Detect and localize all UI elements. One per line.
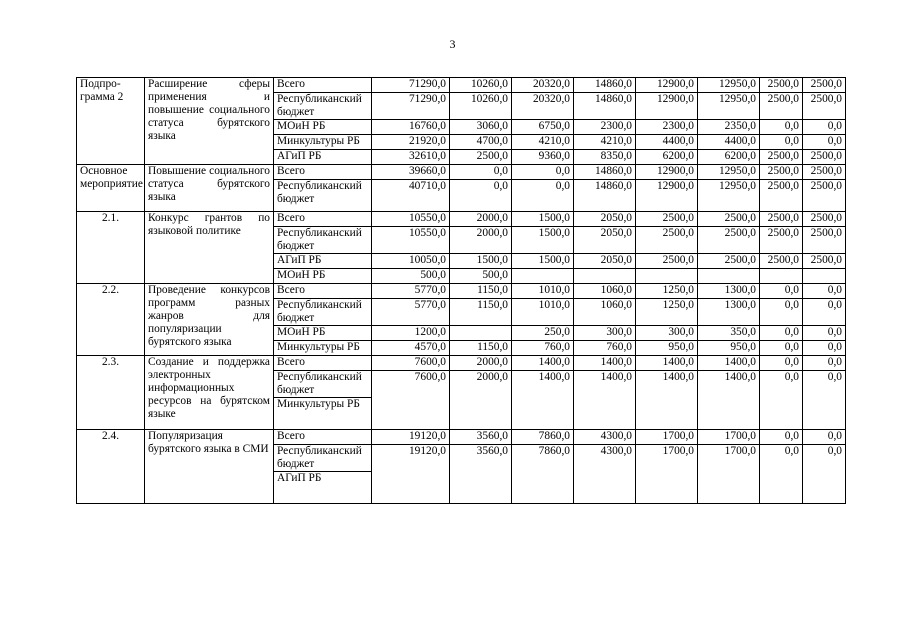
year-amount: 4400,0 <box>698 135 760 150</box>
year-amount: 0,0 <box>512 180 574 212</box>
year-amount: 0,0 <box>760 135 803 150</box>
year-amount: 12900,0 <box>636 165 698 180</box>
year-amount: 10260,0 <box>450 93 512 120</box>
year-amount: 0,0 <box>450 165 512 180</box>
total-amount: 4570,0 <box>372 341 450 356</box>
year-amount: 950,0 <box>698 341 760 356</box>
year-amount: 2500,0 <box>760 78 803 93</box>
year-amount: 1700,0 <box>636 445 698 504</box>
year-amount <box>698 269 760 284</box>
year-amount: 2500,0 <box>636 254 698 269</box>
year-amount: 0,0 <box>512 165 574 180</box>
year-amount: 3060,0 <box>450 120 512 135</box>
total-amount: 10550,0 <box>372 212 450 227</box>
year-amount: 1060,0 <box>574 284 636 299</box>
year-amount: 1700,0 <box>698 430 760 445</box>
year-amount: 1500,0 <box>512 254 574 269</box>
year-amount: 0,0 <box>803 341 846 356</box>
program-code: Основное мероприятие <box>77 165 145 212</box>
year-amount: 2300,0 <box>636 120 698 135</box>
program-name: Повышение социального статуса бурятского языка <box>145 165 274 212</box>
funding-source: МОиН РБ <box>274 120 372 135</box>
year-amount: 1700,0 <box>698 445 760 504</box>
year-amount: 4400,0 <box>636 135 698 150</box>
year-amount: 760,0 <box>512 341 574 356</box>
year-amount: 1250,0 <box>636 284 698 299</box>
year-amount: 10260,0 <box>450 78 512 93</box>
year-amount: 2000,0 <box>450 371 512 430</box>
year-amount: 2300,0 <box>574 120 636 135</box>
table-row <box>77 430 846 445</box>
year-amount: 2500,0 <box>803 254 846 269</box>
year-amount: 2350,0 <box>698 120 760 135</box>
program-name: Расширение сферы применения и повышение социального статуса бурятского языка <box>145 78 274 165</box>
budget-table <box>76 77 846 504</box>
year-amount: 2500,0 <box>760 254 803 269</box>
year-amount: 1500,0 <box>450 254 512 269</box>
year-amount: 0,0 <box>803 371 846 430</box>
year-amount: 0,0 <box>803 299 846 326</box>
year-amount: 2500,0 <box>698 227 760 254</box>
program-name: Популяризация бурятского языка в СМИ <box>145 430 274 504</box>
total-amount: 19120,0 <box>372 445 450 504</box>
year-amount: 0,0 <box>760 356 803 371</box>
year-amount: 1300,0 <box>698 284 760 299</box>
total-amount: 5770,0 <box>372 284 450 299</box>
table-row <box>77 284 846 299</box>
year-amount: 12900,0 <box>636 78 698 93</box>
year-amount: 1150,0 <box>450 284 512 299</box>
year-amount: 2500,0 <box>450 150 512 165</box>
year-amount: 2000,0 <box>450 212 512 227</box>
year-amount: 2500,0 <box>760 93 803 120</box>
year-amount: 1700,0 <box>636 430 698 445</box>
year-amount: 0,0 <box>803 430 846 445</box>
year-amount: 2500,0 <box>636 212 698 227</box>
year-amount: 2500,0 <box>803 165 846 180</box>
funding-source: Всего <box>274 212 372 227</box>
year-amount: 0,0 <box>760 445 803 504</box>
year-amount: 12950,0 <box>698 78 760 93</box>
year-amount: 1300,0 <box>698 299 760 326</box>
total-amount: 7600,0 <box>372 356 450 371</box>
total-amount: 1200,0 <box>372 326 450 341</box>
year-amount <box>760 269 803 284</box>
funding-source: Республиканский бюджет <box>274 371 372 398</box>
year-amount: 1500,0 <box>512 227 574 254</box>
program-name: Конкурс грантов по языковой политике <box>145 212 274 284</box>
program-name: Создание и поддержка электронных информационных ресурсов на бурятском языке <box>145 356 274 430</box>
year-amount: 0,0 <box>803 356 846 371</box>
year-amount: 1010,0 <box>512 284 574 299</box>
year-amount: 2500,0 <box>803 150 846 165</box>
funding-source: Республиканский бюджет <box>274 445 372 472</box>
year-amount: 2500,0 <box>698 212 760 227</box>
year-amount: 14860,0 <box>574 93 636 120</box>
funding-source: Всего <box>274 430 372 445</box>
year-amount: 1060,0 <box>574 299 636 326</box>
year-amount: 14860,0 <box>574 180 636 212</box>
funding-source: Всего <box>274 284 372 299</box>
year-amount <box>803 269 846 284</box>
funding-source: Республиканский бюджет <box>274 180 372 212</box>
year-amount: 8350,0 <box>574 150 636 165</box>
year-amount: 1400,0 <box>512 356 574 371</box>
table-row <box>77 212 846 227</box>
year-amount: 14860,0 <box>574 165 636 180</box>
program-code: 2.2. <box>77 284 145 356</box>
year-amount: 0,0 <box>760 284 803 299</box>
year-amount: 300,0 <box>636 326 698 341</box>
funding-source: МОиН РБ <box>274 269 372 284</box>
year-amount: 1400,0 <box>636 371 698 430</box>
year-amount: 6200,0 <box>698 150 760 165</box>
total-amount: 32610,0 <box>372 150 450 165</box>
year-amount: 2000,0 <box>450 227 512 254</box>
year-amount: 0,0 <box>760 430 803 445</box>
funding-source: АГиП РБ <box>274 150 372 165</box>
year-amount: 0,0 <box>803 135 846 150</box>
year-amount: 4700,0 <box>450 135 512 150</box>
year-amount: 3560,0 <box>450 430 512 445</box>
year-amount <box>636 269 698 284</box>
year-amount: 2500,0 <box>760 165 803 180</box>
year-amount: 0,0 <box>760 120 803 135</box>
funding-source: Минкультуры РБ <box>274 135 372 150</box>
year-amount: 2500,0 <box>760 227 803 254</box>
funding-source: АГиП РБ <box>274 472 372 504</box>
total-amount: 500,0 <box>372 269 450 284</box>
total-amount: 7600,0 <box>372 371 450 430</box>
total-amount: 10050,0 <box>372 254 450 269</box>
year-amount: 4210,0 <box>574 135 636 150</box>
total-amount: 40710,0 <box>372 180 450 212</box>
year-amount: 20320,0 <box>512 78 574 93</box>
total-amount: 19120,0 <box>372 430 450 445</box>
year-amount: 1400,0 <box>512 371 574 430</box>
funding-source: Республиканский бюджет <box>274 299 372 326</box>
year-amount: 1010,0 <box>512 299 574 326</box>
total-amount: 10550,0 <box>372 227 450 254</box>
year-amount: 12900,0 <box>636 93 698 120</box>
program-code: 2.1. <box>77 212 145 284</box>
funding-source: Всего <box>274 78 372 93</box>
year-amount: 9360,0 <box>512 150 574 165</box>
total-amount: 71290,0 <box>372 93 450 120</box>
year-amount: 2500,0 <box>760 212 803 227</box>
total-amount: 71290,0 <box>372 78 450 93</box>
year-amount: 20320,0 <box>512 93 574 120</box>
funding-source: Всего <box>274 165 372 180</box>
year-amount: 0,0 <box>760 371 803 430</box>
table-row <box>77 356 846 371</box>
table-row <box>77 78 846 93</box>
program-code: 2.4. <box>77 430 145 504</box>
funding-source: МОиН РБ <box>274 326 372 341</box>
year-amount: 1500,0 <box>512 212 574 227</box>
year-amount: 1250,0 <box>636 299 698 326</box>
funding-source: Республиканский бюджет <box>274 93 372 120</box>
year-amount: 2500,0 <box>760 180 803 212</box>
year-amount: 3560,0 <box>450 445 512 504</box>
total-amount: 39660,0 <box>372 165 450 180</box>
year-amount: 350,0 <box>698 326 760 341</box>
year-amount: 2500,0 <box>803 78 846 93</box>
funding-source: Минкультуры РБ <box>274 398 372 430</box>
table-row <box>77 165 846 180</box>
year-amount <box>512 269 574 284</box>
funding-source: Минкультуры РБ <box>274 341 372 356</box>
year-amount: 1400,0 <box>574 356 636 371</box>
year-amount: 12950,0 <box>698 165 760 180</box>
year-amount: 1400,0 <box>698 371 760 430</box>
year-amount: 2500,0 <box>636 227 698 254</box>
year-amount: 2500,0 <box>803 93 846 120</box>
year-amount: 4300,0 <box>574 430 636 445</box>
year-amount: 7860,0 <box>512 445 574 504</box>
year-amount: 0,0 <box>760 299 803 326</box>
year-amount: 0,0 <box>803 120 846 135</box>
year-amount: 2500,0 <box>698 254 760 269</box>
total-amount: 16760,0 <box>372 120 450 135</box>
year-amount: 2500,0 <box>803 212 846 227</box>
year-amount: 2050,0 <box>574 227 636 254</box>
year-amount: 2000,0 <box>450 356 512 371</box>
year-amount: 2050,0 <box>574 254 636 269</box>
year-amount: 0,0 <box>803 326 846 341</box>
program-name: Проведение конкурсов программ разных жанров для популяризации бурятского языка <box>145 284 274 356</box>
year-amount: 0,0 <box>450 180 512 212</box>
year-amount: 1400,0 <box>698 356 760 371</box>
year-amount: 12900,0 <box>636 180 698 212</box>
year-amount: 500,0 <box>450 269 512 284</box>
year-amount: 12950,0 <box>698 180 760 212</box>
year-amount: 14860,0 <box>574 78 636 93</box>
total-amount: 21920,0 <box>372 135 450 150</box>
year-amount <box>450 326 512 341</box>
page-number: 3 <box>449 37 456 51</box>
year-amount: 7860,0 <box>512 430 574 445</box>
year-amount: 1400,0 <box>574 371 636 430</box>
year-amount: 300,0 <box>574 326 636 341</box>
year-amount: 0,0 <box>803 445 846 504</box>
funding-source: Республиканский бюджет <box>274 227 372 254</box>
year-amount: 4210,0 <box>512 135 574 150</box>
year-amount: 6200,0 <box>636 150 698 165</box>
year-amount: 1150,0 <box>450 341 512 356</box>
year-amount: 6750,0 <box>512 120 574 135</box>
year-amount: 4300,0 <box>574 445 636 504</box>
year-amount: 760,0 <box>574 341 636 356</box>
year-amount: 0,0 <box>803 284 846 299</box>
year-amount: 1400,0 <box>636 356 698 371</box>
total-amount: 5770,0 <box>372 299 450 326</box>
year-amount: 1150,0 <box>450 299 512 326</box>
year-amount: 2050,0 <box>574 212 636 227</box>
year-amount: 950,0 <box>636 341 698 356</box>
year-amount: 250,0 <box>512 326 574 341</box>
year-amount: 2500,0 <box>803 227 846 254</box>
year-amount: 2500,0 <box>803 180 846 212</box>
year-amount: 2500,0 <box>760 150 803 165</box>
program-code: 2.3. <box>77 356 145 430</box>
year-amount: 0,0 <box>760 341 803 356</box>
funding-source: АГиП РБ <box>274 254 372 269</box>
year-amount <box>574 269 636 284</box>
year-amount: 12950,0 <box>698 93 760 120</box>
funding-source: Всего <box>274 356 372 371</box>
year-amount: 0,0 <box>760 326 803 341</box>
program-code: Подпро-грамма 2 <box>77 78 145 165</box>
